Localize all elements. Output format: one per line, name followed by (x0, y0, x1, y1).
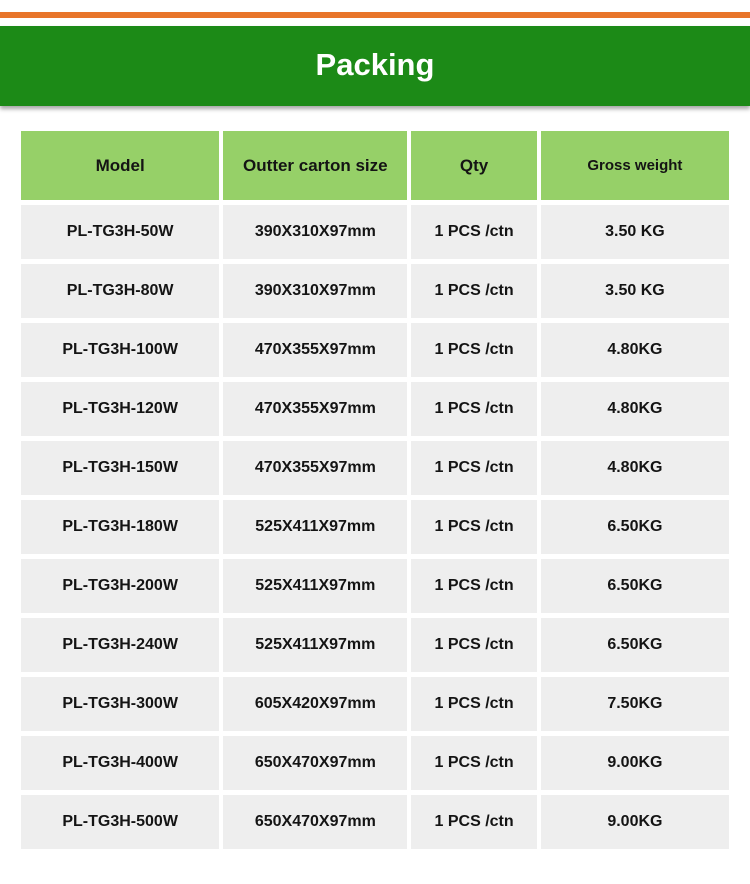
carton-size-cell: 605X420X97mm (223, 677, 407, 731)
carton-size-cell: 525X411X97mm (223, 500, 407, 554)
model-cell: PL-TG3H-120W (21, 382, 219, 436)
qty-cell: 1 PCS /ctn (411, 559, 536, 613)
table-row (21, 677, 729, 731)
table-row (21, 559, 729, 613)
column-header-qty: Qty (411, 131, 536, 200)
model-cell: PL-TG3H-200W (21, 559, 219, 613)
table-row (21, 382, 729, 436)
qty-cell: 1 PCS /ctn (411, 677, 536, 731)
model-cell: PL-TG3H-180W (21, 500, 219, 554)
model-cell: PL-TG3H-240W (21, 618, 219, 672)
carton-size-cell: 390X310X97mm (223, 264, 407, 318)
packing-table (17, 126, 733, 854)
gross-weight-cell: 6.50KG (541, 559, 729, 613)
title-banner (0, 26, 750, 106)
gross-weight-cell: 4.80KG (541, 323, 729, 377)
qty-cell: 1 PCS /ctn (411, 500, 536, 554)
gross-weight-cell: 7.50KG (541, 677, 729, 731)
table-row (21, 264, 729, 318)
table-row (21, 736, 729, 790)
gross-weight-cell: 9.00KG (541, 736, 729, 790)
model-cell: PL-TG3H-400W (21, 736, 219, 790)
qty-cell: 1 PCS /ctn (411, 382, 536, 436)
gross-weight-cell: 9.00KG (541, 795, 729, 849)
qty-cell: 1 PCS /ctn (411, 323, 536, 377)
carton-size-cell: 650X470X97mm (223, 795, 407, 849)
qty-cell: 1 PCS /ctn (411, 205, 536, 259)
gross-weight-cell: 3.50 KG (541, 264, 729, 318)
model-cell: PL-TG3H-80W (21, 264, 219, 318)
carton-size-cell: 650X470X97mm (223, 736, 407, 790)
carton-size-cell: 390X310X97mm (223, 205, 407, 259)
gross-weight-cell: 4.80KG (541, 441, 729, 495)
page-title: Packing (315, 47, 435, 82)
gross-weight-cell: 4.80KG (541, 382, 729, 436)
carton-size-cell: 470X355X97mm (223, 382, 407, 436)
carton-size-cell: 470X355X97mm (223, 323, 407, 377)
table-row (21, 441, 729, 495)
model-cell: PL-TG3H-100W (21, 323, 219, 377)
column-header-carton-size: Outter carton size (223, 131, 407, 200)
column-header-model: Model (21, 131, 219, 200)
model-cell: PL-TG3H-150W (21, 441, 219, 495)
table-row (21, 323, 729, 377)
column-header-gross-weight: Gross weight (541, 131, 729, 200)
qty-cell: 1 PCS /ctn (411, 618, 536, 672)
table-row (21, 500, 729, 554)
model-cell: PL-TG3H-300W (21, 677, 219, 731)
gross-weight-cell: 6.50KG (541, 500, 729, 554)
carton-size-cell: 525X411X97mm (223, 559, 407, 613)
qty-cell: 1 PCS /ctn (411, 736, 536, 790)
gross-weight-cell: 3.50 KG (541, 205, 729, 259)
table-row (21, 205, 729, 259)
table-row (21, 795, 729, 849)
carton-size-cell: 525X411X97mm (223, 618, 407, 672)
carton-size-cell: 470X355X97mm (223, 441, 407, 495)
orange-divider-line (0, 12, 750, 18)
model-cell: PL-TG3H-500W (21, 795, 219, 849)
qty-cell: 1 PCS /ctn (411, 795, 536, 849)
qty-cell: 1 PCS /ctn (411, 264, 536, 318)
gross-weight-cell: 6.50KG (541, 618, 729, 672)
table-row (21, 618, 729, 672)
qty-cell: 1 PCS /ctn (411, 441, 536, 495)
model-cell: PL-TG3H-50W (21, 205, 219, 259)
table-header-row (21, 131, 729, 200)
